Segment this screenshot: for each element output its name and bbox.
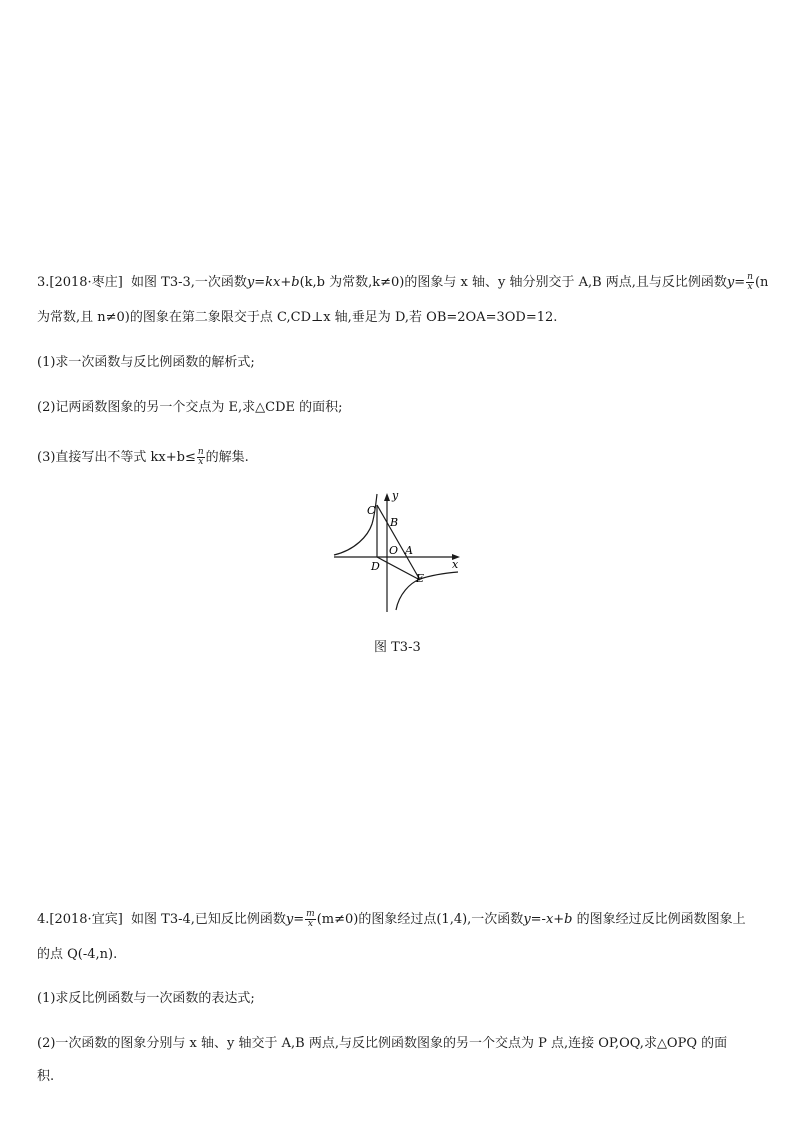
y-axis-arrow: [384, 493, 390, 501]
problem4-text-b: (m≠0)的图象经过点(1,4),一次函数: [316, 912, 524, 927]
problem3-linear-eq: y=kx+b: [246, 275, 300, 290]
problem3-question3: [37, 448, 249, 467]
label-x: x: [452, 558, 459, 571]
problem3-question3-a: (3)直接写出不等式 kx+b≤: [37, 450, 196, 465]
problem3-text-b: (k,b 为常数,k≠0)的图象与 x 轴、y 轴分别交于 A,B 两点,且与反比例函数: [299, 275, 727, 290]
problem3-text-c: (n: [754, 275, 769, 290]
problem3-question3-den: x: [198, 457, 204, 467]
label-o: O: [389, 544, 399, 557]
problem4-source: [2018·宜宾]: [49, 912, 123, 927]
problem4-question1: (1)求反比例函数与一次函数的表达式;: [37, 991, 255, 1006]
problem3-y-eq: y=: [726, 275, 746, 290]
label-c: C: [367, 504, 376, 517]
problem4-fraction-den: x: [307, 919, 313, 929]
problem4-question2-cont: 积.: [37, 1069, 55, 1084]
problem4-question2: (2)一次函数的图象分别与 x 轴、y 轴交于 A,B 两点,与反比例函数图象的另一个交点为 P 点,连接 OP,OQ,求△OPQ 的面: [37, 1036, 728, 1051]
label-y: y: [392, 489, 399, 502]
problem3-source: [2018·枣庄]: [49, 275, 123, 290]
figure-t3-3: [330, 488, 465, 622]
problem3-question3-b: 的解集.: [205, 450, 249, 465]
problem4-line2: 的点 Q(-4,n).: [37, 947, 118, 962]
figure-caption: 图 T3-3: [374, 640, 421, 655]
problem3-fraction-num: n: [747, 272, 753, 282]
label-b: B: [390, 516, 399, 529]
problem4-fraction-num: m: [306, 909, 315, 919]
label-e: E: [416, 572, 425, 585]
problem3-text-a: 如图 T3-3,一次函数: [131, 275, 247, 290]
problem4-y-eq: y=: [285, 912, 305, 927]
problem3-number: 3.: [37, 275, 50, 290]
problem3-question3-fraction: [197, 448, 205, 467]
problem4-fraction: [305, 910, 316, 929]
hyperbola-branch-lower: [396, 572, 458, 610]
problem4-linear-eq: y=-x+b: [523, 912, 573, 927]
label-a: A: [405, 544, 413, 557]
problem3-fraction-den: x: [747, 282, 753, 292]
problem3-question2: (2)记两函数图象的另一个交点为 E,求△CDE 的面积;: [37, 400, 343, 415]
label-d: D: [371, 560, 380, 573]
figure-t3-3-diagram: [330, 488, 465, 618]
problem3-line2: 为常数,且 n≠0)的图象在第二象限交于点 C,CD⊥x 轴,垂足为 D,若 OB=2OA=3OD=12.: [37, 310, 558, 325]
problem3-fraction: [746, 273, 754, 292]
problem4-line1: [37, 910, 746, 929]
problem3-line1: [37, 273, 768, 292]
problem4-text-a: 如图 T3-4,已知反比例函数: [131, 912, 286, 927]
problem4-text-c: 的图象经过反比例函数图象上: [576, 912, 746, 927]
problem3-question1: (1)求一次函数与反比例函数的解析式;: [37, 355, 255, 370]
problem4-number: 4.: [37, 912, 50, 927]
problem3-question3-num: n: [197, 447, 204, 457]
